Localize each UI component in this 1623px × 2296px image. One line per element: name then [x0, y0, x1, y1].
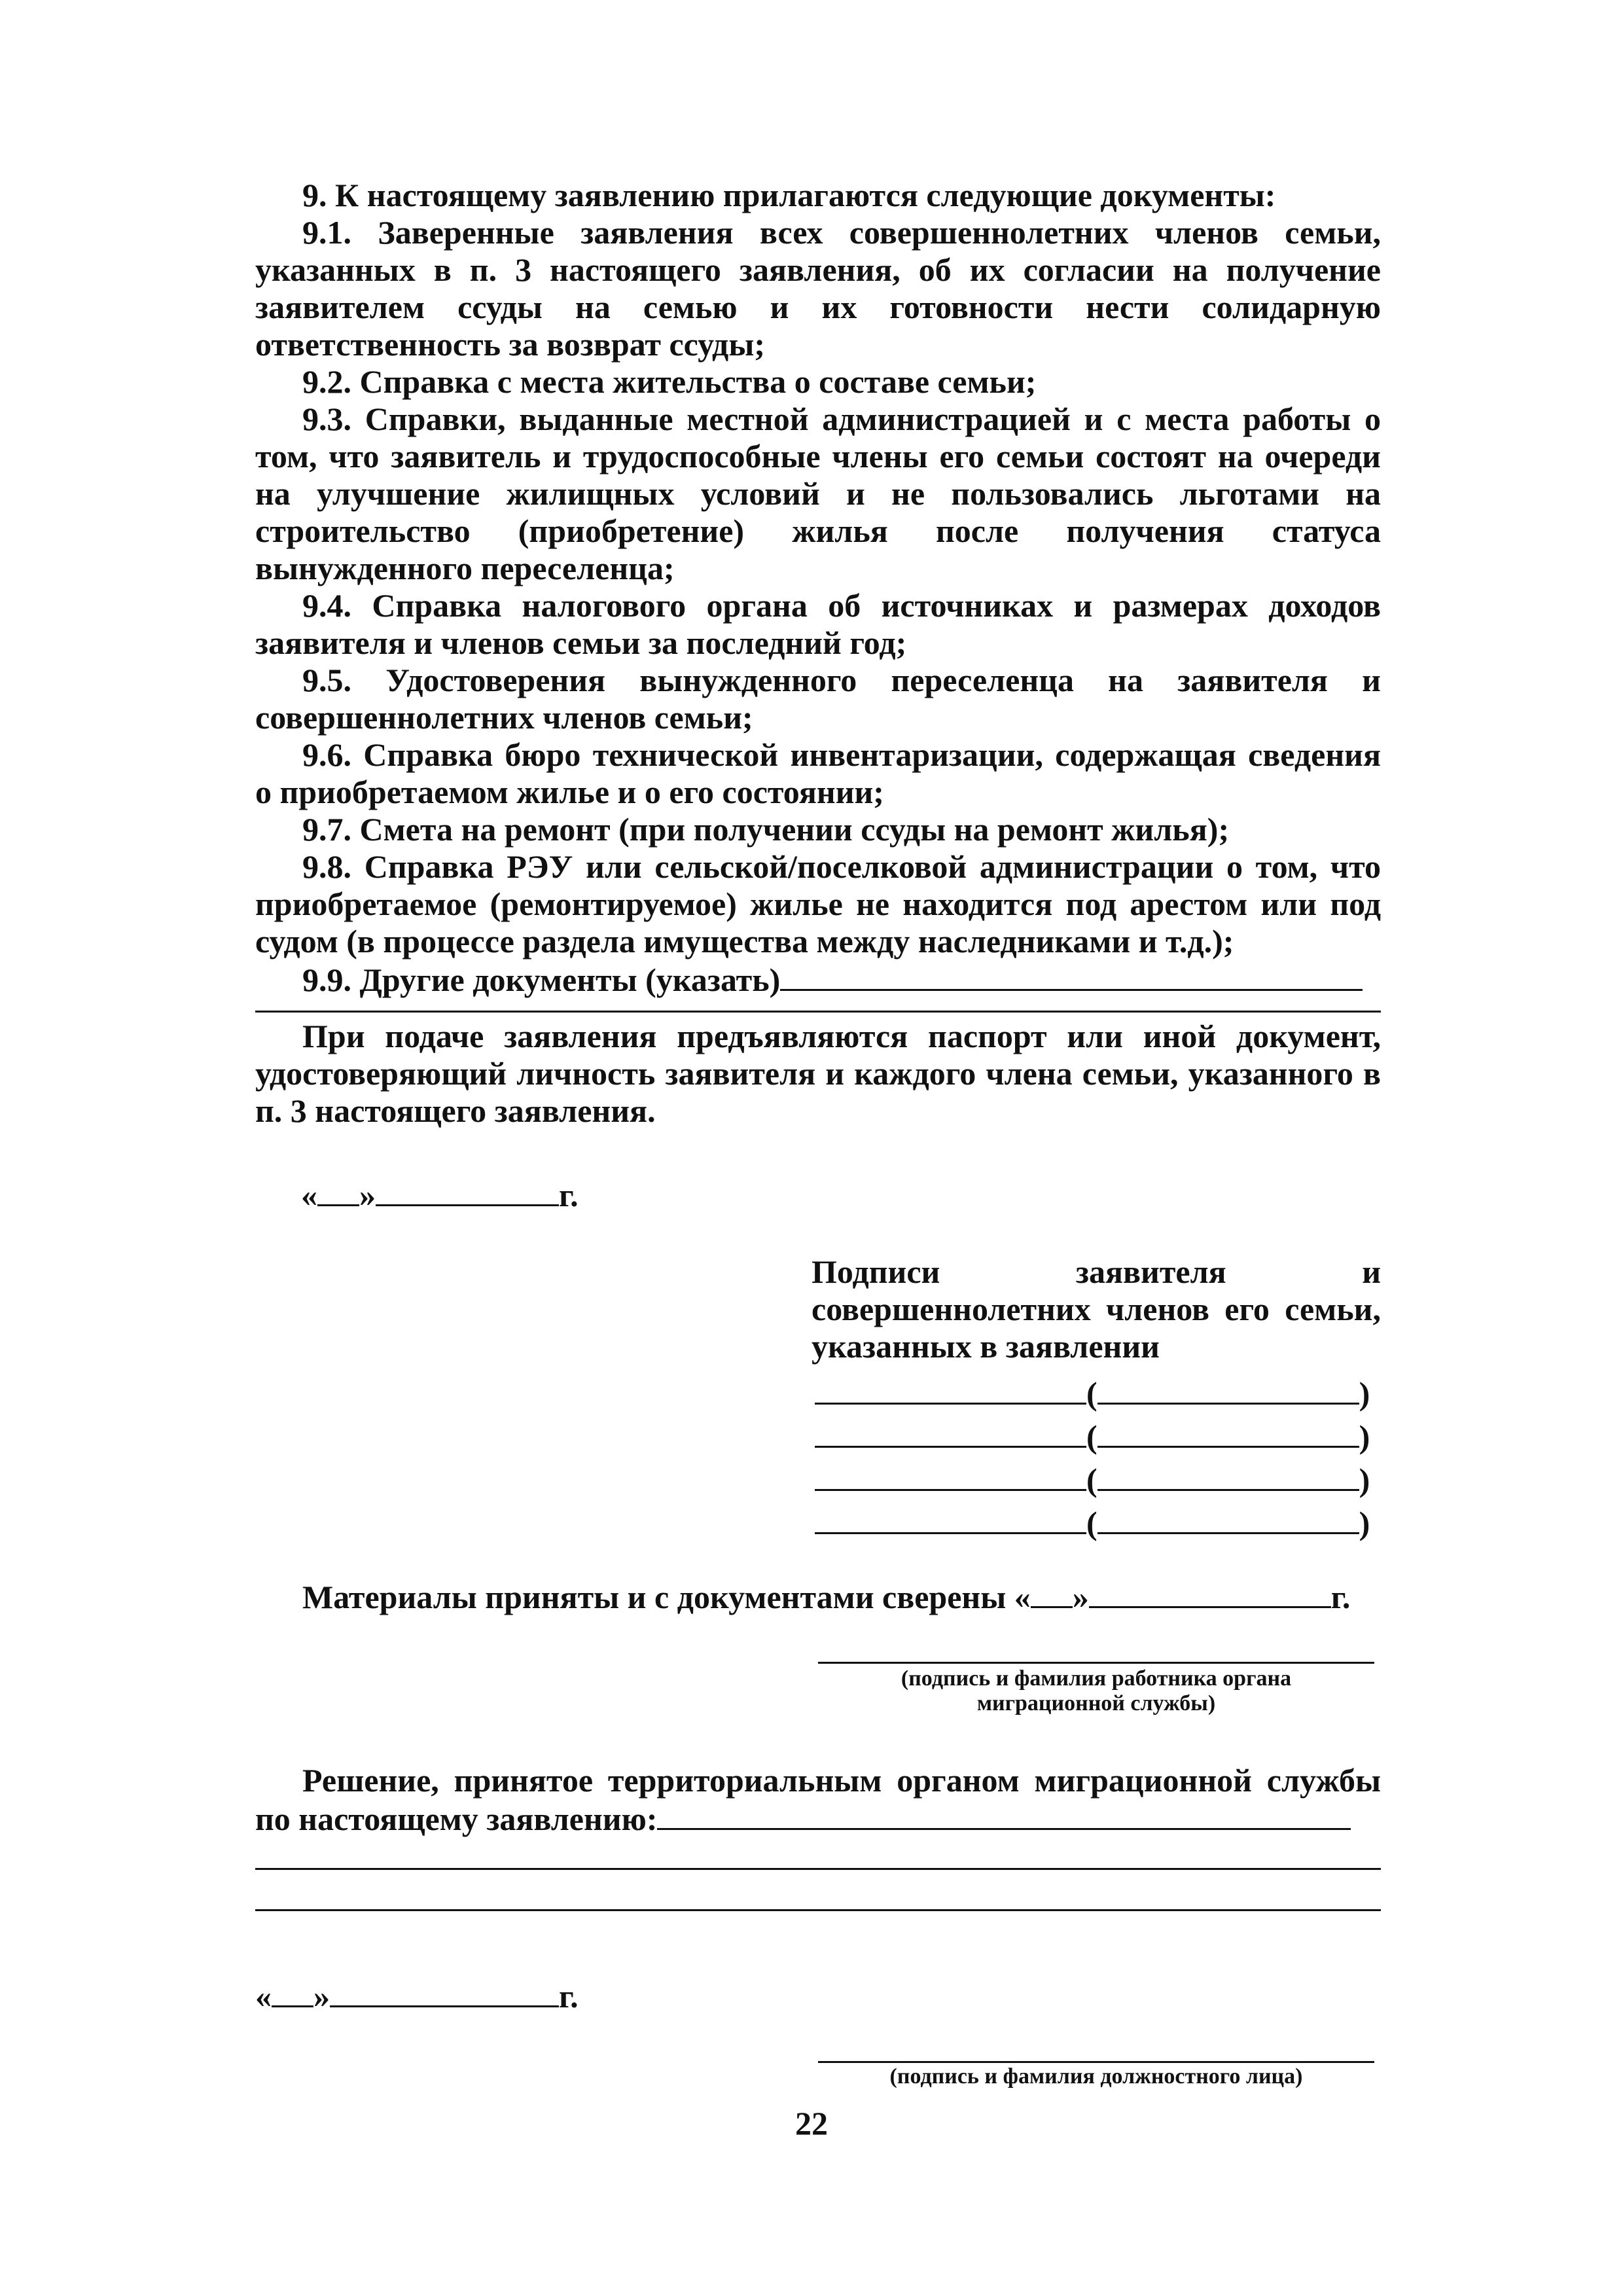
other-documents-line-2[interactable] [255, 1011, 1381, 1013]
list-item: 9.7. Смета на ремонт (при получении ссуды на ремонт жилья); [302, 811, 1230, 848]
name-field[interactable] [1097, 1503, 1359, 1534]
materials-received-row: Материалы приняты и с документами сверены « » г. [302, 1579, 1351, 1615]
decision-line-3[interactable] [255, 1909, 1381, 1911]
signature-row: ( ) [815, 1501, 1381, 1545]
signature-field[interactable] [815, 1417, 1086, 1448]
signature-field[interactable] [815, 1374, 1086, 1405]
name-field[interactable] [1097, 1374, 1359, 1405]
list-item: 9.2. Справка с места жительства о составе семьи; [302, 363, 1037, 400]
date-field-2: « » г. [255, 1978, 579, 2015]
staff-signature-caption: (подпись и фамилия работника органа миграционной службы) [901, 1666, 1292, 1715]
day-field[interactable] [272, 1977, 313, 2007]
decision-label: Решение, принятое территориальным органом миграционной службы по настоящему заявлению: [255, 1762, 1381, 1837]
passport-note: При подаче заявления предъявляются паспорт или иной документ, удостоверяющий личность заявителя и каждого члена семьи, указанного в п. 3 настоящего заявления. [255, 1018, 1381, 1129]
month-field[interactable] [376, 1175, 559, 1206]
decision-line-2[interactable] [255, 1868, 1381, 1870]
list-item: 9.6. Справка бюро технической инвентаризации, содержащая сведения о приобретаемом жилье и о его состоянии; [255, 736, 1381, 810]
page-number: 22 [795, 2105, 828, 2142]
day-field[interactable] [317, 1175, 359, 1206]
signature-field[interactable] [815, 1503, 1086, 1534]
signature-row: ( ) [815, 1372, 1381, 1415]
signature-row: ( ) [815, 1415, 1381, 1458]
list-item: 9.1. Заверенные заявления всех совершеннолетних членов семьи, указанных в п. 3 настоящего заявления, об их согласии на получение заявителем ссуды на семью и их готовности нести солидарную ответственность за возврат ссуды; [255, 214, 1381, 363]
list-item: 9.3. Справки, выданные местной администрацией и с места работы о том, что заявитель и трудоспособные члены его семьи состоят на очереди на улучшение жилищных условий и не пользовались льготами на строительство (приобретение) жилья после получения статуса вынужденного переселенца; [255, 401, 1381, 586]
document-page [255, 177, 1381, 2089]
signatures-caption: Подписи заявителя и совершеннолетних членов его семьи, указанных в заявлении [812, 1253, 1381, 1365]
list-item: 9.5. Удостоверения вынужденного переселенца на заявителя и совершеннолетних членов семьи; [255, 662, 1381, 736]
materials-label: Материалы приняты и с документами сверены [302, 1579, 1007, 1615]
signature-lines [815, 1372, 1381, 1545]
signature-field[interactable] [815, 1460, 1086, 1491]
other-documents-field[interactable] [780, 960, 1363, 991]
decision-field[interactable] [657, 1799, 1351, 1830]
signature-row: ( ) [815, 1458, 1381, 1501]
staff-signature-line[interactable] [818, 1662, 1374, 1664]
official-signature-caption: (подпись и фамилия должностного лица) [889, 2064, 1303, 2089]
other-documents-row [255, 960, 1381, 999]
list-item: 9.8. Справка РЭУ или сельской/поселковой администрации о том, что приобретаемое (ремонтируемое) жилье не находится под арестом или под судом (в процессе раздела имущества между наследниками и т.д.); [255, 848, 1381, 960]
name-field[interactable] [1097, 1460, 1359, 1491]
attachments-list [255, 214, 1381, 999]
date-field-1: « » г. [301, 1177, 579, 1213]
section-9-intro: 9. К настоящему заявлению прилагаются следующие документы: [302, 177, 1276, 213]
official-signature-line[interactable] [818, 2061, 1374, 2063]
month-field[interactable] [330, 1977, 559, 2007]
other-documents-label: 9.9. Другие документы (указать) [302, 961, 781, 998]
name-field[interactable] [1097, 1417, 1359, 1448]
month-field[interactable] [1089, 1577, 1331, 1608]
list-item: 9.4. Справка налогового органа об источниках и размерах доходов заявителя и членов семьи за последний год; [255, 587, 1381, 661]
day-field[interactable] [1031, 1577, 1073, 1608]
